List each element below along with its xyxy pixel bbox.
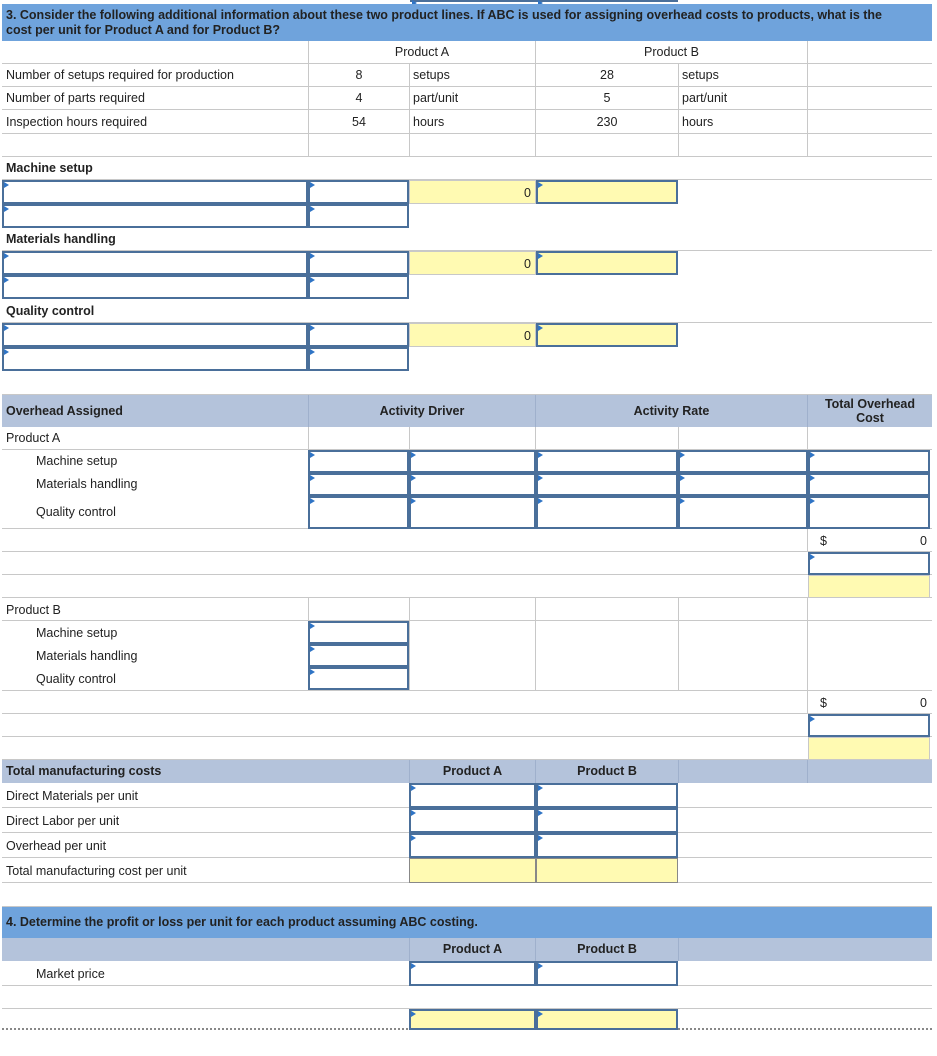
q3-row-label: Inspection hours required [6,116,148,129]
q3-b-value: 28 [600,69,614,82]
q4-profit-a-input[interactable] [409,1009,536,1030]
pool-quality-input-4[interactable] [308,347,409,371]
pool-total-value: 0 [524,257,531,271]
b-quality-driver-input[interactable] [308,667,409,690]
activity-label: Quality control [36,673,116,686]
q3-row-setups [2,64,932,87]
pool-machine-setup-input-1[interactable] [2,180,308,204]
activity-label: Machine setup [36,455,118,468]
pool-quality-total [409,323,536,347]
q3-b-unit: hours [682,116,714,129]
pool-machine-setup-rate-input[interactable] [536,180,678,204]
a-machine-driver-input[interactable] [308,450,409,473]
tmc-header [2,760,932,783]
top-input-b[interactable] [536,0,678,2]
tmc-row-label: Direct Labor per unit [6,815,120,828]
tmc-row-label: Direct Materials per unit [6,790,138,803]
pool-total-value: 0 [524,329,531,343]
overhead-b-quality-row [2,667,932,691]
overhead-b-per-unit [808,737,930,760]
tmc-total-b [536,858,678,883]
pool-total-value: 0 [524,186,531,200]
a-materials-driver-unit-input[interactable] [409,473,536,496]
a-machine-rate-unit-input[interactable] [678,450,808,473]
overhead-b-unit-row [2,714,932,737]
q4-profit-b-input[interactable] [536,1009,678,1030]
q3-a-unit: setups [413,69,450,82]
q3-title-line1: 3. Consider the following additional information about these two product lines. If ABC is used for assigning overhead costs to products, what is the [6,8,883,22]
q4-header [2,907,932,938]
a-quality-total-input[interactable] [808,496,930,529]
pool-label: Quality control [6,305,95,318]
pool-label: Materials handling [6,233,116,246]
activity-label: Materials handling [36,478,138,491]
q4-market-price-b-input[interactable] [536,961,678,986]
overhead-header [2,395,932,427]
spacer-row [2,371,932,395]
pool-materials-input-2[interactable] [308,251,409,275]
tmc-dm-a-input[interactable] [409,783,536,808]
q3-a-value: 4 [355,92,363,105]
tmc-col-a: Product A [442,764,503,778]
tmc-row-label: Overhead per unit [6,840,107,853]
a-materials-total-input[interactable] [808,473,930,496]
q3-product-b-header: Product B [644,46,699,59]
q3-row-label: Number of setups required for production [6,69,234,82]
a-quality-driver-input[interactable] [308,496,409,529]
overhead-b-total-row [2,691,932,714]
q3-a-value: 8 [355,69,363,82]
b-machine-driver-input[interactable] [308,621,409,644]
overhead-col-driver: Activity Driver [379,404,465,418]
q3-row-label: Number of parts required [6,92,145,105]
pool-quality-rate-input[interactable] [536,323,678,347]
tmc-row-label: Total manufacturing cost per unit [6,865,187,878]
pool-quality-input-2[interactable] [308,323,409,347]
overhead-b-machine-row [2,621,932,644]
pool-quality-control-header [2,299,932,323]
overhead-a-total-row [2,529,932,552]
overhead-a-total-value: 0 [920,535,927,548]
spacer-row [2,883,932,907]
tmc-oh-b-input[interactable] [536,833,678,858]
a-materials-driver-input[interactable] [308,473,409,496]
activity-label: Machine setup [36,627,118,640]
pool-materials-input-3[interactable] [2,275,308,299]
overhead-a-unit-row [2,552,932,575]
tmc-dl-b-input[interactable] [536,808,678,833]
pool-materials-input-4[interactable] [308,275,409,299]
a-quality-rate-input[interactable] [536,496,678,529]
currency-sign: $ [820,535,827,548]
q3-a-value: 54 [352,116,366,129]
pool-label: Machine setup [6,162,93,175]
pool-machine-setup-header [2,157,932,180]
a-machine-rate-input[interactable] [536,450,678,473]
q3-title-line2: cost per unit for Product A and for Product B? [6,23,281,37]
pool-machine-setup-input-4[interactable] [308,204,409,228]
tmc-total-a [409,858,536,883]
overhead-col-assigned: Overhead Assigned [6,404,123,418]
top-input-a[interactable] [410,0,536,2]
overhead-product-b-label: Product B [6,604,61,617]
overhead-b-units-input[interactable] [808,714,930,737]
overhead-product-b-row [2,598,932,621]
q3-header [2,4,932,41]
overhead-product-a-row [2,427,932,450]
b-materials-driver-input[interactable] [308,644,409,667]
pool-quality-input-3[interactable] [2,347,308,371]
overhead-a-perunit-row [2,575,932,598]
q3-a-unit: part/unit [413,92,459,105]
pool-materials-handling-header [2,228,932,251]
q3-product-header-row [2,41,932,64]
q3-b-unit: setups [682,69,719,82]
q3-a-unit: hours [413,116,445,129]
pool-machine-setup-total [409,180,536,204]
q3-product-a-header: Product A [394,46,450,59]
a-quality-rate-unit-input[interactable] [678,496,808,529]
a-machine-driver-unit-input[interactable] [409,450,536,473]
q4-col-b: Product B [577,942,637,956]
tmc-dl-a-input[interactable] [409,808,536,833]
spacer-row [2,134,932,157]
q4-col-a: Product A [442,942,503,956]
q3-b-value: 230 [596,116,618,129]
overhead-a-per-unit [808,575,930,598]
activity-label: Quality control [36,506,116,519]
overhead-col-rate: Activity Rate [633,404,710,418]
q3-b-unit: part/unit [682,92,728,105]
overhead-b-perunit-row [2,737,932,760]
q3-row-inspection [2,110,932,134]
currency-sign: $ [820,697,827,710]
q4-title: 4. Determine the profit or loss per unit for each product assuming ABC costing. [6,915,478,929]
a-machine-total-input[interactable] [808,450,930,473]
pool-materials-input-1[interactable] [2,251,308,275]
q4-cost-row [2,986,932,1009]
pool-quality-input-1[interactable] [2,323,308,347]
q3-row-parts [2,87,932,110]
q3-b-value: 5 [603,92,611,105]
overhead-b-materials-row [2,644,932,667]
pool-materials-total [409,251,536,275]
tmc-oh-a-input[interactable] [409,833,536,858]
overhead-product-a-label: Product A [6,432,61,445]
overhead-b-total-value: 0 [920,697,927,710]
a-materials-rate-input[interactable] [536,473,678,496]
overhead-col-total-line2: Cost [856,411,884,425]
a-materials-rate-unit-input[interactable] [678,473,808,496]
q4-market-price-a-input[interactable] [409,961,536,986]
pool-materials-rate-input[interactable] [536,251,678,275]
overhead-col-total-line1: Total Overhead [824,397,916,411]
q4-col-header [2,938,932,961]
tmc-dm-b-input[interactable] [536,783,678,808]
tmc-title: Total manufacturing costs [6,764,162,778]
q4-market-price-label: Market price [36,968,105,981]
a-quality-driver-unit-input[interactable] [409,496,536,529]
tmc-col-b: Product B [577,764,637,778]
pool-machine-setup-input-2[interactable] [308,180,409,204]
activity-label: Materials handling [36,650,138,663]
pool-machine-setup-input-3[interactable] [2,204,308,228]
overhead-a-units-input[interactable] [808,552,930,575]
